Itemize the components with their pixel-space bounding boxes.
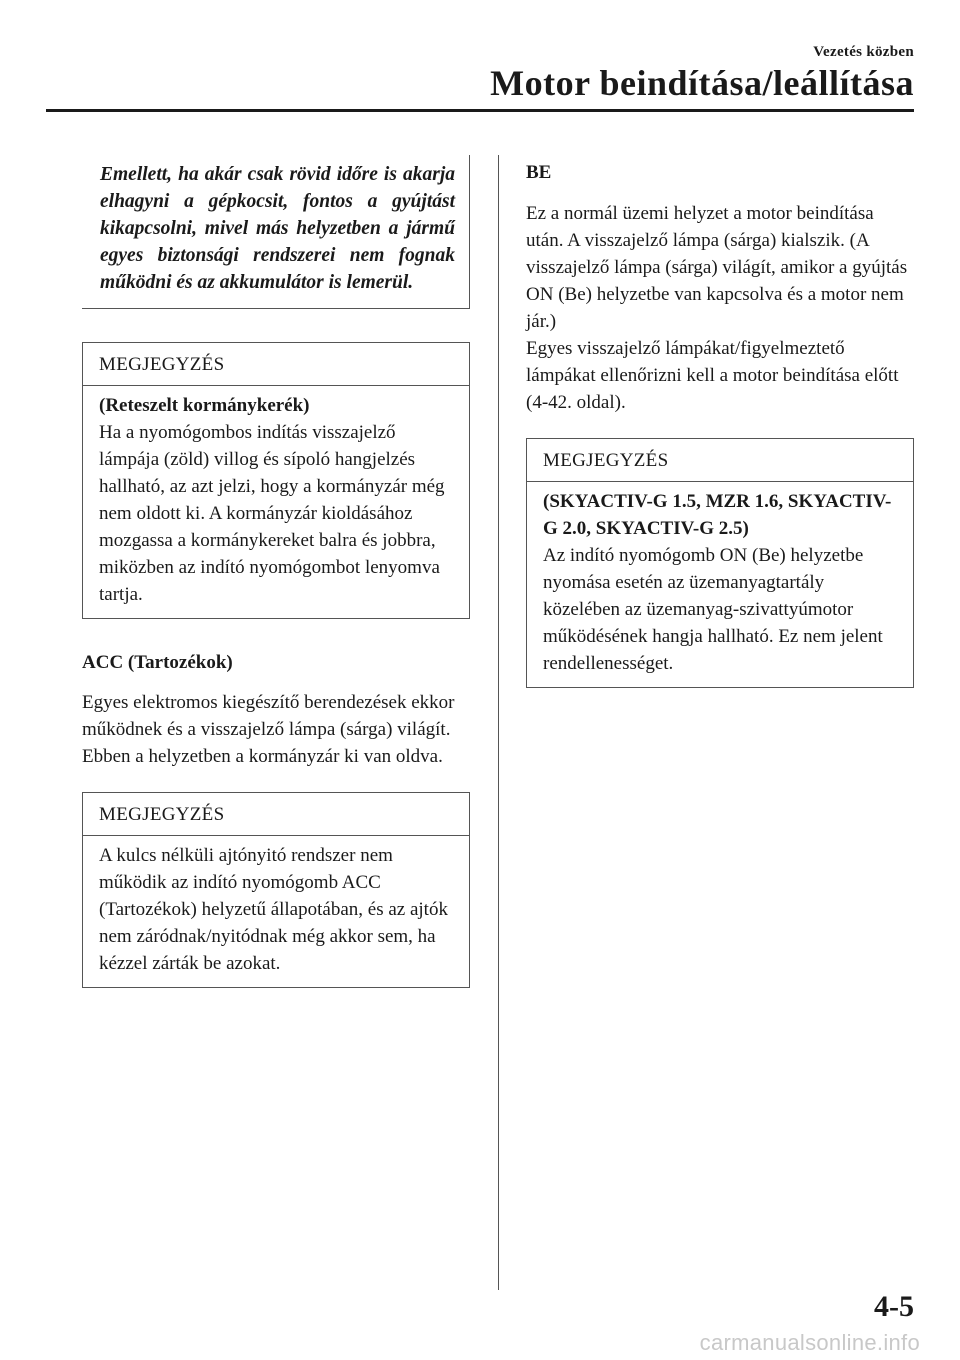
header-rule: [46, 109, 914, 112]
right-column: [526, 155, 914, 688]
column-divider: [498, 155, 499, 1290]
note-text: A kulcs nélküli ajtónyitó rendszer nem működik az indító nyomógomb ACC (Tartozékok) helyzetű állapotában, és az ajtók nem záródnak/nyitódnak még akkor sem, ha kézzel zárták be azokat.: [99, 845, 448, 974]
page-number: 4-5: [874, 1290, 914, 1323]
note-body: [83, 386, 469, 618]
warning-text: Emellett, ha akár csak rövid időre is akarja elhagyni a gépkocsit, fontos a gyújtást kikapcsolni, mivel más helyzetben a jármű egyes biztonsági rendszerei nem fognak működni és az akkumulátor is lemerül.: [100, 164, 455, 293]
note-body: [527, 482, 913, 687]
note-heading: MEGJEGYZÉS: [83, 343, 469, 386]
note-box-fuel-pump: [526, 438, 914, 688]
acc-paragraph-1: Egyes elektromos kiegészítő berendezések ekkor működnek és a visszajelző lámpa (sárga) világít.: [82, 692, 455, 740]
acc-paragraph-2: Ebben a helyzetben a kormányzár ki van oldva.: [82, 746, 443, 767]
left-column: [82, 155, 470, 988]
note-text: Az indító nyomógomb ON (Be) helyzetbe nyomása esetén az üzemanyagtartály közelében az üzemanyag-szivattyúmotor működésének hangja hallható. Ez nem jelent rendellenességet.: [543, 545, 883, 674]
note-box-locked-steering: [82, 342, 470, 619]
note-body: [83, 836, 469, 987]
warning-box: [82, 155, 470, 309]
note-subheading: (SKYACTIV-G 1.5, MZR 1.6, SKYACTIV-G 2.0, SKYACTIV-G 2.5): [543, 491, 892, 539]
note-heading: MEGJEGYZÉS: [527, 439, 913, 482]
be-section-title: BE: [526, 162, 552, 183]
page-title: Motor beindítása/leállítása: [490, 63, 914, 103]
be-paragraph-2: Egyes visszajelző lámpákat/figyelmeztető lámpákat ellenőrizni kell a motor beindítása előtt (4-42. oldal).: [526, 338, 899, 413]
note-heading: MEGJEGYZÉS: [83, 793, 469, 836]
section-subtitle: Vezetés közben: [813, 44, 914, 60]
be-paragraph-1: Ez a normál üzemi helyzet a motor beindítása után. A visszajelző lámpa (sárga) kialszik. (A visszajelző lámpa (sárga) világít, amikor a gyújtás ON (Be) helyzetbe van kapcsolva és a motor nem jár.): [526, 203, 908, 332]
note-text: Ha a nyomógombos indítás visszajelző lámpája (zöld) villog és sípoló hangjelzés hallható, az azt jelzi, hogy a kormányzár még nem oldott ki. A kormányzár kioldásához mozgassa a kormánykereket balra és jobbra, miközben az indító nyomógombot lenyomva tartja.: [99, 422, 445, 605]
acc-section-title: ACC (Tartozékok): [82, 652, 233, 673]
watermark-url: carmanualsonline.info: [699, 1330, 920, 1355]
note-subheading: (Reteszelt kormánykerék): [99, 395, 310, 416]
note-box-keyless: [82, 792, 470, 988]
